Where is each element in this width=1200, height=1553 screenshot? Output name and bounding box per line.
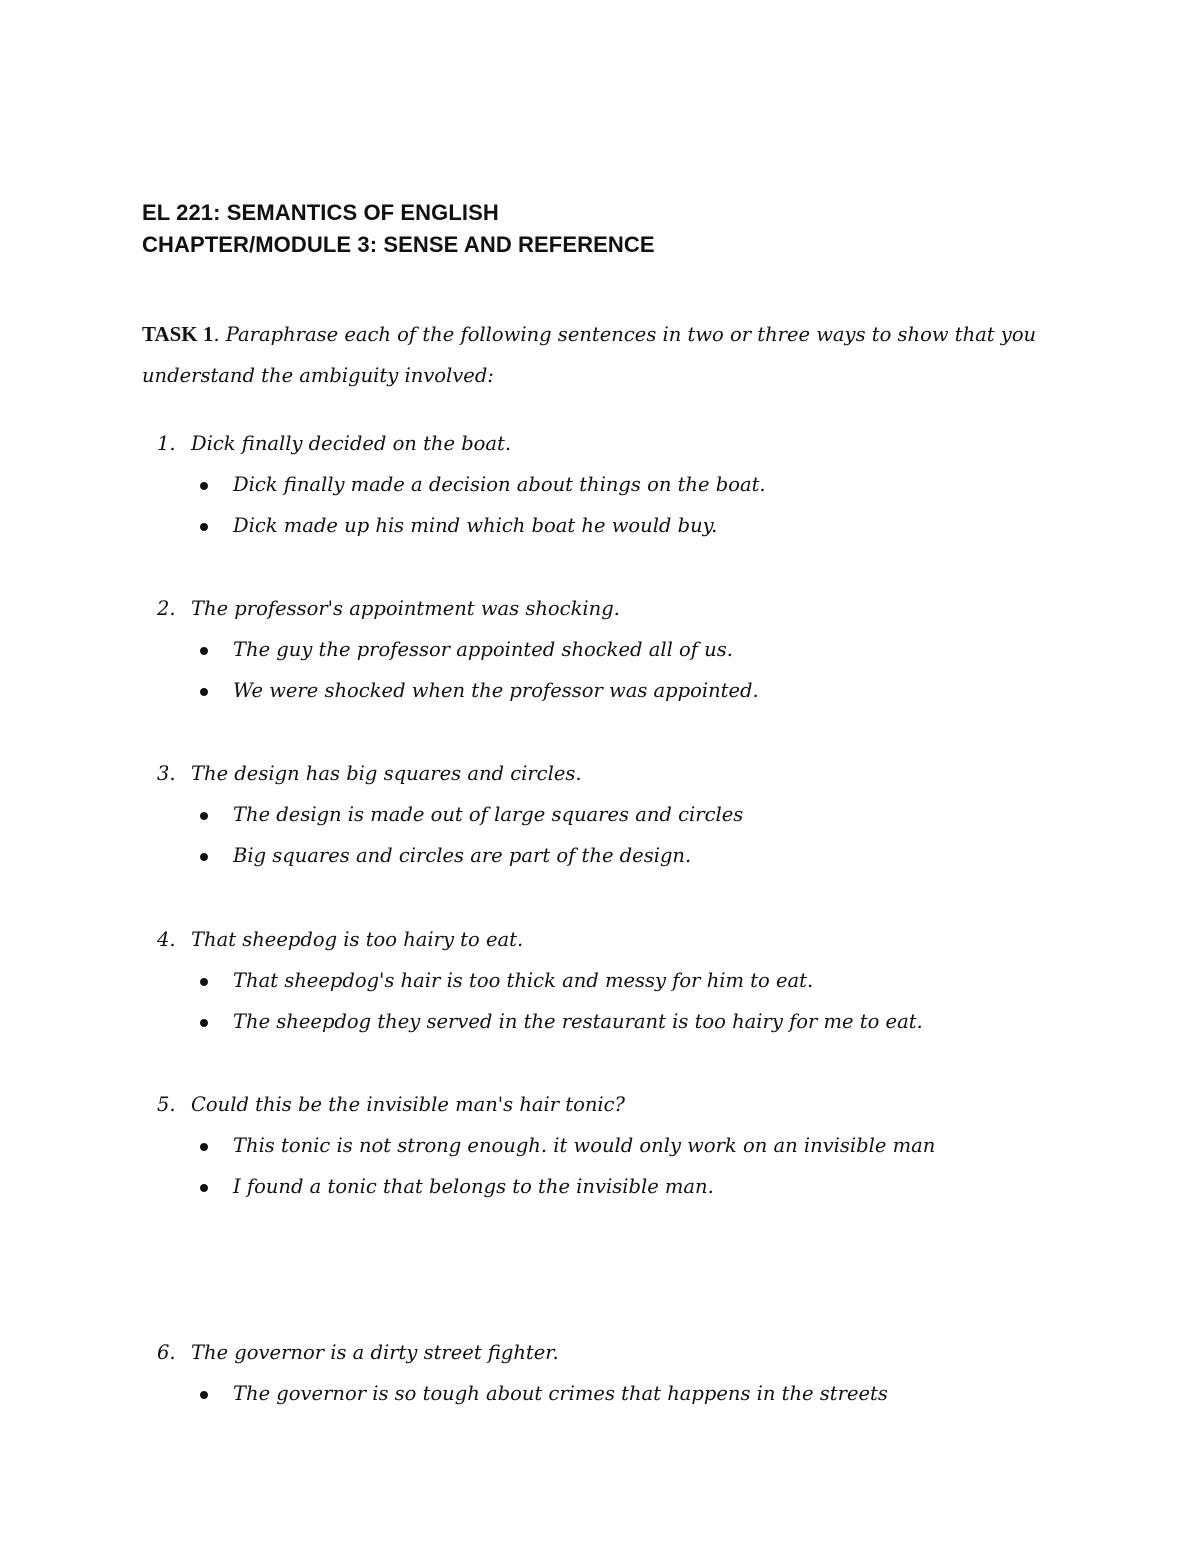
bullet-icon xyxy=(200,1391,208,1399)
paraphrase: The guy the professor appointed shocked all of us. xyxy=(233,638,733,661)
paraphrase: I found a tonic that belongs to the invisible man. xyxy=(233,1175,714,1198)
bullet-icon xyxy=(200,523,208,531)
bullet-icon xyxy=(200,647,208,655)
item-number: 4. xyxy=(157,928,176,951)
item-number: 2. xyxy=(157,597,176,620)
bullet-icon xyxy=(200,978,208,986)
item-sentence: The governor is a dirty street fighter. xyxy=(191,1341,559,1364)
item-sentence: The professor's appointment was shocking. xyxy=(191,597,620,620)
paraphrase: This tonic is not strong enough. it would only work on an invisible man xyxy=(233,1134,936,1157)
bullet-icon xyxy=(200,1019,208,1027)
bullet-icon xyxy=(200,853,208,861)
bullet-icon xyxy=(200,688,208,696)
paraphrase: The sheepdog they served in the restaurant is too hairy for me to eat. xyxy=(233,1010,923,1033)
item-number: 3. xyxy=(157,762,176,785)
paraphrase: We were shocked when the professor was appointed. xyxy=(233,679,759,702)
item-number: 1. xyxy=(157,432,176,455)
bullet-icon xyxy=(200,1184,208,1192)
item-sentence: Dick finally decided on the boat. xyxy=(191,432,512,455)
task-label: TASK 1 xyxy=(142,322,214,346)
task-instruction-text: . Paraphrase each of the following sentences in two or three ways to show that you xyxy=(213,323,1037,346)
task-instruction-continued xyxy=(142,366,1072,386)
task-instruction xyxy=(142,324,1072,345)
bullet-icon xyxy=(200,812,208,820)
chapter-title: CHAPTER/MODULE 3: SENSE AND REFERENCE xyxy=(142,232,655,257)
paraphrase: Dick finally made a decision about things on the boat. xyxy=(233,473,766,496)
paraphrase: The governor is so tough about crimes that happens in the streets xyxy=(233,1382,888,1405)
item-sentence: That sheepdog is too hairy to eat. xyxy=(191,928,524,951)
paraphrase: Big squares and circles are part of the design. xyxy=(233,844,692,867)
paraphrase: That sheepdog's hair is too thick and messy for him to eat. xyxy=(233,969,814,992)
item-sentence: Could this be the invisible man's hair tonic? xyxy=(191,1093,626,1116)
paraphrase: The design is made out of large squares and circles xyxy=(233,803,744,826)
bullet-icon xyxy=(200,482,208,490)
item-number: 5. xyxy=(157,1093,176,1116)
item-sentence: The design has big squares and circles. xyxy=(191,762,582,785)
task-instruction-text-2: understand the ambiguity involved: xyxy=(142,364,494,387)
item-number: 6. xyxy=(157,1341,176,1364)
course-title: EL 221: SEMANTICS OF ENGLISH xyxy=(142,200,499,225)
bullet-icon xyxy=(200,1143,208,1151)
paraphrase: Dick made up his mind which boat he would buy. xyxy=(233,514,718,537)
